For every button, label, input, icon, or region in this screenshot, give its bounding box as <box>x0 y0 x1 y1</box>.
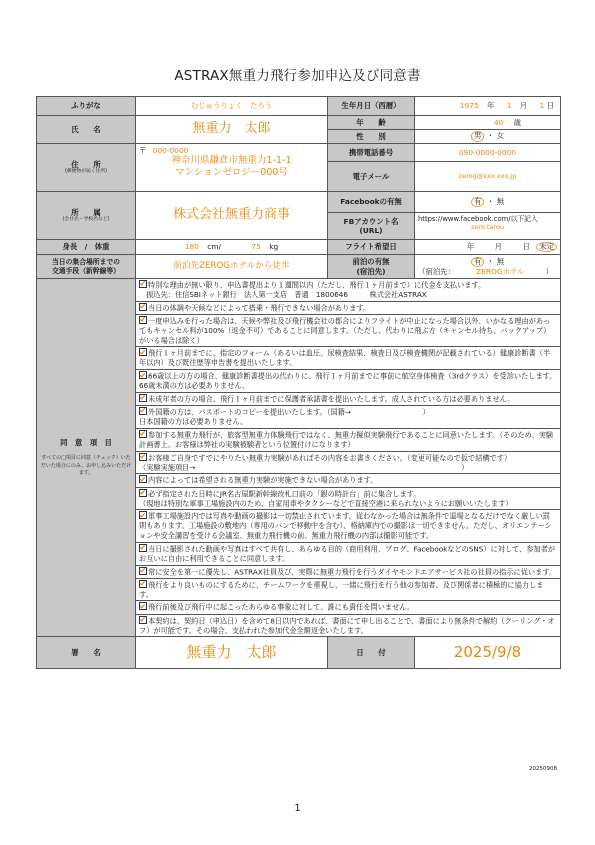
hotel-value: ZEROGホテル <box>476 266 525 276</box>
consent-item-text: 飛行前後及び飛行中に起こったあらゆる事象に対して、誰にも責任を問いません。 <box>148 602 415 612</box>
fb-account-value: zero.tarou <box>470 223 505 232</box>
signature-table <box>36 636 561 669</box>
consent-checkbox[interactable] <box>139 475 147 483</box>
facebook-no-option[interactable]: 無 <box>496 196 504 206</box>
meeting-label: 当日の集合場所までの 交通手段（新幹線等） <box>37 255 136 279</box>
consent-item <box>136 614 561 637</box>
flight-date-field[interactable] <box>415 240 561 255</box>
postal-code: 000-0000 <box>152 146 189 155</box>
gender-field <box>415 130 561 144</box>
consent-item-text: 一度申込みを行った場合は、天候や弊社及び飛行機会社の都合によりフライトが中止になった場合以外、いかなる理由があってもキャンセル料が100%（返金不可）であることに同意します。（ただし、代わりに飛ぶ方（キャンセル待ち、バックアップ）がいる場合は除く） <box>139 316 551 345</box>
consent-table <box>36 278 561 637</box>
consent-item-text: 当日の体調や天候などによって搭乗・飛行できない場合があります。 <box>148 303 371 313</box>
consent-item <box>136 565 561 578</box>
consent-item-text: 軍事工場施設内では写真や動画の撮影は一切禁止されています。従わなかった場合は無条件で退場となるだけでなく厳しい罰則もあります。工場施設の敷地内（専用のバンで移動中を含む）、格納庫内での撮影は一切できません。ただし、オリエンテーションや安全講習を受ける会議室、無重力飛行機の前、無重力飛行機の内部は撮影可能です。 <box>139 511 552 541</box>
consent-item-text: 66歳以上の方の場合、健康診断書提出の代わりに、飛行１ヶ月前までに事前に航空身体検査（3rdクラス）を受診いたします。66歳未満の方は必要ありません。 <box>139 371 557 391</box>
age-field[interactable] <box>415 116 561 130</box>
consent-row <box>37 279 561 302</box>
consent-checkbox[interactable] <box>139 511 147 519</box>
affiliation-label <box>37 192 136 240</box>
address-label <box>37 144 136 192</box>
facebook-label: Facebookの有無 <box>328 192 415 213</box>
consent-checkbox[interactable] <box>139 567 147 575</box>
consent-item-text: 当日に撮影された動画や写真はすべて共有し、あらゆる目的（商用利用、ブログ、FacebookなどのSNS）に対して、参加者がお互いに自由に利用できることに同意します。 <box>139 544 556 563</box>
flight-day-unit: 日 <box>522 241 530 251</box>
birth-month-unit: 月 <box>519 101 528 111</box>
consent-item <box>136 406 561 429</box>
consent-label-text: 同 意 項 目 <box>60 437 112 447</box>
consent-item-text: 外国籍の方は、パスポートのコピーを提出いたします。（国籍→ ） 日本国籍の方は必要ありません。 <box>139 407 430 427</box>
hotel-open: （宿泊先： <box>418 266 455 276</box>
facebook-field <box>415 192 561 213</box>
address-field[interactable] <box>136 144 328 192</box>
flight-undecided-option[interactable]: 未定 <box>536 242 557 252</box>
furigana-field[interactable]: むじゅうりょく たろう <box>136 97 328 116</box>
consent-item <box>136 347 561 370</box>
address-label-sub: (郵便物が届く住所) <box>64 169 108 175</box>
consent-checkbox[interactable] <box>139 407 147 415</box>
weight-unit: kg <box>269 242 279 252</box>
consent-checkbox[interactable] <box>139 348 147 356</box>
address-line1: 神奈川県鎌倉市無重力1-1-1 <box>171 155 292 167</box>
consent-item-text: お客様ご自身ですでにやりたい無重力実験があればその内容をお書きください。（変更可能なので仮で結構です） （実験実施項目→ ） <box>139 453 512 472</box>
consent-item-text: 飛行をより良いものにするために、チームワークを重視し、一緒に飛行を行う他の参加者、及び関係者に積極的に協力します。 <box>139 580 544 599</box>
affiliation-field[interactable]: 株式会社無重力商事 <box>136 192 328 240</box>
phone-field[interactable]: 090-0000-0000 <box>415 144 561 162</box>
document-number: 20250908 <box>529 766 557 772</box>
consent-checkbox[interactable] <box>139 316 147 324</box>
gender-male-option[interactable]: 男 <box>471 131 484 141</box>
fb-account-prefix: https://www.facebook.com/以下記入 <box>418 215 538 223</box>
email-label: 電子メール <box>328 162 415 192</box>
weight-value: 75 <box>251 242 261 252</box>
consent-item-text: 飛行１ヶ月前までに、指定のフォーム（あるいは血圧、尿検査結果、検査日及び検査機関が記載されている）健康診断書（半年以内）及び既往歴等申告書を提出いたします。 <box>139 348 551 368</box>
consent-item-text: 内容によっては希望される無重力実験が実施できない場合があります。 <box>148 475 378 485</box>
phone-label: 携帯電話番号 <box>328 144 415 162</box>
consent-checkbox[interactable] <box>139 489 147 497</box>
age-value: 40 <box>493 117 504 127</box>
postal-mark: 〒 <box>139 146 147 155</box>
date-field[interactable]: 2025/9/8 <box>415 637 561 669</box>
consent-item-text: 必ず指定された日時にJR名古屋駅新幹線改札口前の「銀の時計台」前に集合します。 （現地は特別な軍事工場施設内のため、自家用車やタクシーなどで直接空港に来られないようにお願いいたします） <box>139 489 513 508</box>
prev-stay-hotel[interactable] <box>418 267 557 276</box>
affiliation-label-text: 所 属 <box>71 207 101 217</box>
consent-item <box>136 301 561 314</box>
date-label: 日 付 <box>328 637 415 669</box>
consent-checkbox[interactable] <box>139 303 147 311</box>
consent-item-text: 参加する無重力飛行が、旅客型無重力体験飛行ではなく、無重力擬似実験飛行であることに同意いたします。（そのため、実験計画書上、お客様は弊社の実験被験者という位置付けになります） <box>139 430 554 449</box>
prev-stay-label: 前泊の有無 (宿泊先) <box>328 255 415 279</box>
fb-account-label: FBアカウント名 (URL) <box>328 213 415 240</box>
consent-item <box>136 510 561 542</box>
flight-year-unit: 年 <box>466 241 475 251</box>
name-label: 氏 名 <box>37 116 136 144</box>
consent-item <box>136 279 561 302</box>
consent-item <box>136 392 561 405</box>
affiliation-label-sub: (会社名・学校名など) <box>62 217 110 223</box>
prev-stay-field <box>415 255 561 279</box>
prev-stay-no-option[interactable]: 無 <box>496 256 504 266</box>
meeting-field[interactable]: 前泊先ZEROGホテルから徒歩 <box>136 255 328 279</box>
flight-month-unit: 月 <box>494 241 503 251</box>
consent-item <box>136 542 561 565</box>
page-number: 1 <box>294 803 301 814</box>
address-label-text: 住 所 <box>71 159 101 169</box>
facebook-yes-option[interactable]: 有 <box>471 197 484 207</box>
consent-item <box>136 474 561 487</box>
consent-note: すべての□項目に同意（チェック）いただいた場合にのみ、お申し込みいただけます。 <box>40 455 132 477</box>
consent-checkbox[interactable] <box>139 602 147 610</box>
consent-item <box>136 578 561 601</box>
name-field[interactable]: 無重力 太郎 <box>136 116 328 144</box>
facebook-separator: ・ <box>486 196 495 206</box>
consent-item-text: 常に安全を第一に優先し、ASTRAX社員及び、実際に無重力飛行を行うダイヤモンドエアサービス社の社員の指示に従います。 <box>148 567 557 577</box>
age-label: 年 齢 <box>328 116 415 130</box>
signature-field[interactable]: 無重力 太郎 <box>136 637 328 669</box>
gender-label: 性 別 <box>328 130 415 144</box>
consent-item <box>136 314 561 346</box>
flight-date-label: フライト希望日 <box>328 240 415 255</box>
height-unit: cm/ <box>207 242 222 252</box>
birth-day: 1 <box>539 101 545 111</box>
consent-checkbox[interactable] <box>139 616 147 624</box>
age-unit: 歳 <box>513 117 522 127</box>
birth-year: 1975 <box>459 101 479 111</box>
consent-item <box>136 428 561 451</box>
consent-item-text: 未成年者の方の場合、飛行１ヶ月前までに保護者承諾書を提出いたします。成人されている方は必要ありません。 <box>148 394 515 404</box>
body-label: 身長 / 体重 <box>37 240 136 255</box>
furigana-label: ふりがな <box>37 97 136 116</box>
consent-checkbox[interactable] <box>139 394 147 402</box>
body-field[interactable] <box>136 240 328 255</box>
consent-checkbox[interactable] <box>139 371 147 379</box>
application-form <box>36 96 560 669</box>
email-field[interactable]: zerog@xxx.xxx.jp <box>415 162 561 192</box>
consent-item <box>136 601 561 614</box>
prev-stay-separator: ・ <box>486 256 495 266</box>
consent-item-text: 特別な理由が無い限り、申込書提出より１週間以内（ただし、飛行１ヶ月前まで）に代金を支払います。 振込先：住信SBIネット銀行 法人第一支店 普通 1800646 株式会社ASTRAX <box>146 280 486 300</box>
consent-item <box>136 451 561 474</box>
consent-checkbox[interactable] <box>139 544 147 552</box>
consent-checkbox[interactable] <box>139 453 147 461</box>
prev-stay-yes-option[interactable]: 有 <box>471 257 484 267</box>
gender-female-option[interactable]: 女 <box>496 131 504 141</box>
consent-checkbox[interactable] <box>139 430 147 438</box>
hotel-close: ） <box>545 266 553 276</box>
gender-separator: ・ <box>486 131 495 141</box>
fb-account-field[interactable] <box>415 213 561 240</box>
consent-label <box>37 279 136 637</box>
birth-field[interactable] <box>415 97 561 116</box>
birth-month: 1 <box>506 101 512 111</box>
consent-item-text: 本契約は、契約日（申込日）を含めて8日以内であれば、書面にて申し出ることで、書面により無条件で解約（クーリング・オフ）が可能です。その場合、支払われた参加代金全額返金いたします。 <box>139 616 555 635</box>
birth-day-unit: 日 <box>546 101 554 111</box>
height-value: 180 <box>184 242 199 252</box>
signature-label: 署 名 <box>37 637 136 669</box>
birth-label: 生年月日（西暦） <box>328 97 415 116</box>
birth-year-unit: 年 <box>486 101 495 111</box>
consent-item <box>136 487 561 510</box>
address-line2: マンションゼロジー000号 <box>175 167 288 179</box>
consent-checkbox[interactable] <box>139 580 147 588</box>
consent-item <box>136 370 561 393</box>
document-title: ASTRAX無重力飛行参加申込及び同意書 <box>174 68 421 84</box>
consent-checkbox[interactable] <box>139 280 147 288</box>
applicant-table <box>36 96 561 279</box>
